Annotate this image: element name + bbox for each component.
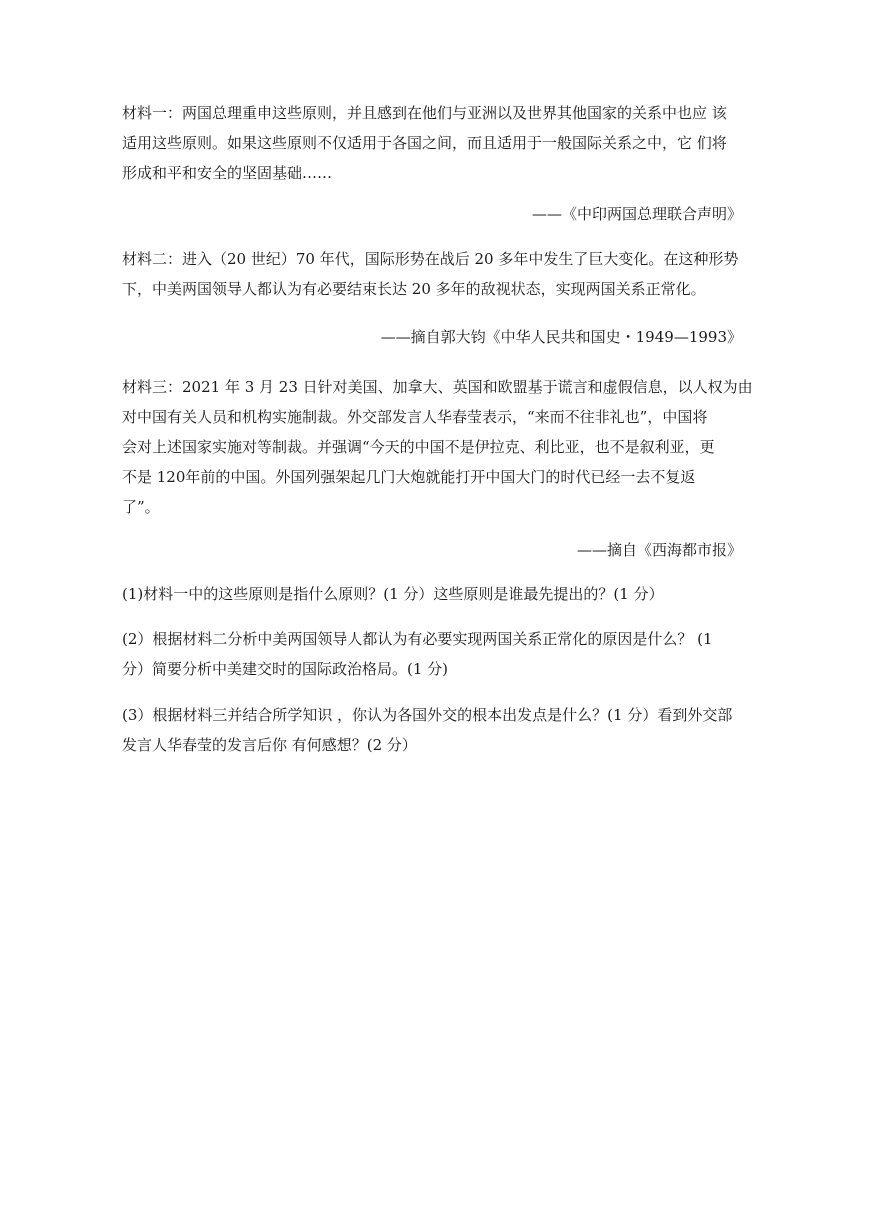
material-2-source: ——摘自郭大钧《中华人民共和国史・1949—1993》: [380, 328, 742, 346]
question-1-line: (1)材料一中的这些原则是指什么原则？(1 分）这些原则是谁最先提出的？(1 分）: [122, 585, 664, 603]
material-1-line: 适用这些原则。如果这些原则不仅适用于各国之间，而且适用于一般国际关系之中，它 们将: [122, 134, 727, 152]
material-1-source: ——《中印两国总理联合声明》: [531, 205, 742, 223]
question-2: [122, 624, 750, 684]
material-2-line: 下，中美两国领导人都认为有必要结束长达 20 多年的敌视状态，实现两国关系正常化。: [122, 280, 706, 298]
question-3-line: 发言人华春莹的发言后你 有何感想？(2 分）: [122, 736, 417, 754]
material-2-line: 材料二：进入（20 世纪）70 年代，国际形势在战后 20 多年中发生了巨大变化。在这种形势: [122, 250, 739, 268]
question-3-line: (3）根据材料三并结合所学知识 ，你认为各国外交的根本出发点是什么？(1 分）看到外交部: [122, 706, 733, 724]
question-2-line: 分）简要分析中美建交时的国际政治格局。(1 分): [122, 660, 449, 678]
material-3-line: 对中国有关人员和机构实施制裁。外交部发言人华春莹表示，“来而不往非礼也”，中国将: [122, 408, 708, 426]
material-3-line: 了”。: [122, 498, 160, 516]
material-3-line: 不是 120年前的中国。外国列强架起几门大炮就能打开中国大门的时代已经一去不复返: [122, 468, 696, 486]
material-2: [122, 244, 750, 304]
question-2-line: (2）根据材料二分析中美两国领导人都认为有必要实现两国关系正常化的原因是什么？ (1: [122, 630, 713, 648]
material-1: [122, 98, 750, 188]
material-3: [122, 372, 753, 522]
question-3: [122, 700, 750, 760]
material-3-source: ——摘自《西海都市报》: [576, 541, 742, 559]
question-1: [122, 579, 750, 609]
material-1-line: 形成和平和安全的坚固基础……: [122, 164, 333, 182]
material-3-line: 会对上述国家实施对等制裁。并强调“今天的中国不是伊拉克、利比亚，也不是叙利亚，更: [122, 438, 715, 456]
material-1-line: 材料一：两国总理重申这些原则，并且感到在他们与亚洲以及世界其他国家的关系中也应 该: [122, 104, 727, 122]
material-3-line: 材料三：2021 年 3 月 23 日针对美国、加拿大、英国和欧盟基于谎言和虚假信息，以人权为由: [122, 378, 753, 396]
